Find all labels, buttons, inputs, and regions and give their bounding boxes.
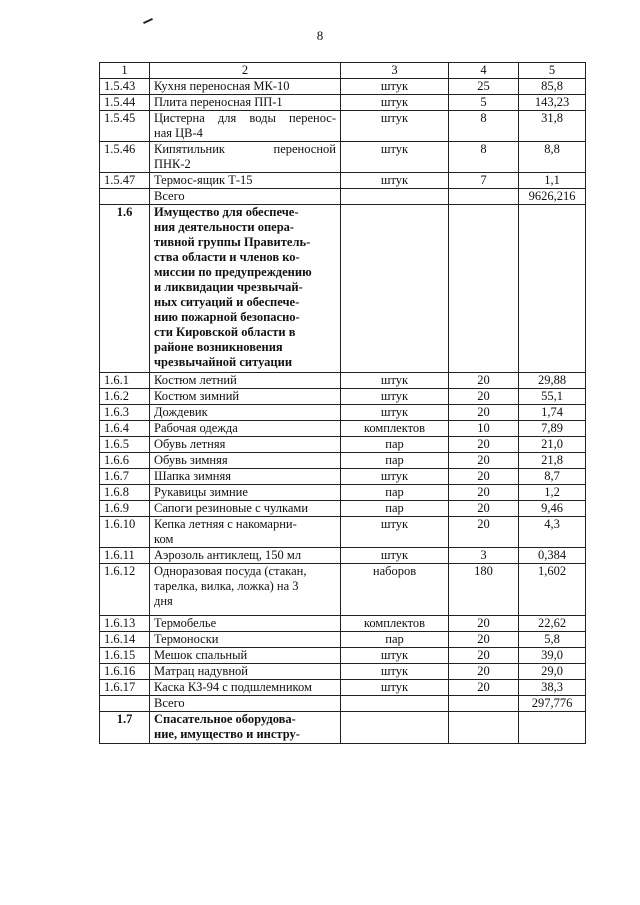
item-name bbox=[150, 517, 341, 548]
table-row bbox=[100, 632, 586, 648]
item-name: Аэрозоль антиклещ, 150 мл bbox=[150, 548, 341, 564]
table-row bbox=[100, 501, 586, 517]
item-name-line: Кипятильник переносной bbox=[154, 142, 336, 156]
table-row bbox=[100, 453, 586, 469]
item-name-line: Кепка летняя с накомарни- bbox=[154, 517, 297, 531]
header-row bbox=[100, 63, 586, 79]
item-name-line: сти Кировской области в bbox=[154, 325, 296, 339]
row-number: 1.6.4 bbox=[100, 421, 150, 437]
item-name: Рабочая одежда bbox=[150, 421, 341, 437]
unit-cell: комплектов bbox=[341, 616, 449, 632]
header-cell: 3 bbox=[341, 63, 449, 79]
item-name: Рукавицы зимние bbox=[150, 485, 341, 501]
row-number: 1.6.15 bbox=[100, 648, 150, 664]
item-name-line: и ликвидации чрезвычай- bbox=[154, 280, 303, 294]
value-cell: 9,46 bbox=[519, 501, 586, 517]
header-cell: 2 bbox=[150, 63, 341, 79]
quantity-cell: 20 bbox=[449, 517, 519, 548]
page-number: 8 bbox=[316, 28, 324, 43]
item-name: Костюм зимний bbox=[150, 389, 341, 405]
item-name-line: чрезвычайной ситуации bbox=[154, 355, 293, 369]
table-row bbox=[100, 142, 586, 173]
table-row bbox=[100, 189, 586, 205]
quantity-cell bbox=[449, 696, 519, 712]
unit-cell: пар bbox=[341, 485, 449, 501]
unit-cell: наборов bbox=[341, 564, 449, 616]
value-cell: 1,74 bbox=[519, 405, 586, 421]
value-cell: 38,3 bbox=[519, 680, 586, 696]
item-name-line: ства области и членов ко- bbox=[154, 250, 300, 264]
item-name-line: Спасательное оборудова- bbox=[154, 712, 296, 726]
row-number: 1.5.46 bbox=[100, 142, 150, 173]
row-number: 1.5.45 bbox=[100, 111, 150, 142]
item-name bbox=[150, 142, 341, 173]
quantity-cell: 20 bbox=[449, 405, 519, 421]
unit-cell: штук bbox=[341, 389, 449, 405]
value-cell: 22,62 bbox=[519, 616, 586, 632]
table-row bbox=[100, 469, 586, 485]
row-number: 1.5.47 bbox=[100, 173, 150, 189]
item-name: Матрац надувной bbox=[150, 664, 341, 680]
item-name-line: нию пожарной безопасно- bbox=[154, 310, 300, 324]
quantity-cell: 7 bbox=[449, 173, 519, 189]
item-name: Обувь летняя bbox=[150, 437, 341, 453]
row-number: 1.6.13 bbox=[100, 616, 150, 632]
table-row bbox=[100, 79, 586, 95]
table-row bbox=[100, 373, 586, 389]
unit-cell: штук bbox=[341, 95, 449, 111]
unit-cell: штук bbox=[341, 405, 449, 421]
row-number: 1.5.43 bbox=[100, 79, 150, 95]
quantity-cell: 20 bbox=[449, 616, 519, 632]
table-row bbox=[100, 564, 586, 616]
quantity-cell: 20 bbox=[449, 680, 519, 696]
row-number: 1.6.2 bbox=[100, 389, 150, 405]
value-cell: 4,3 bbox=[519, 517, 586, 548]
table-row bbox=[100, 517, 586, 548]
table-row bbox=[100, 680, 586, 696]
item-name: Термоноски bbox=[150, 632, 341, 648]
item-name-line: Одноразовая посуда (стакан, bbox=[154, 564, 307, 578]
item-name bbox=[150, 564, 341, 616]
item-name: Дождевик bbox=[150, 405, 341, 421]
row-number: 1.6.9 bbox=[100, 501, 150, 517]
table-row bbox=[100, 616, 586, 632]
row-number: 1.6.11 bbox=[100, 548, 150, 564]
item-name-line: ПНК-2 bbox=[154, 157, 191, 171]
value-cell: 39,0 bbox=[519, 648, 586, 664]
unit-cell bbox=[341, 189, 449, 205]
unit-cell bbox=[341, 696, 449, 712]
item-name: Кухня переносная МК-10 bbox=[150, 79, 341, 95]
row-number: 1.6.10 bbox=[100, 517, 150, 548]
row-number: 1.7 bbox=[100, 712, 150, 744]
item-name-line: ние, имущество и инстру- bbox=[154, 727, 300, 741]
quantity-cell: 20 bbox=[449, 648, 519, 664]
row-number: 1.6.7 bbox=[100, 469, 150, 485]
value-cell: 143,23 bbox=[519, 95, 586, 111]
unit-cell: штук bbox=[341, 648, 449, 664]
item-name: Каска КЗ-94 с подшлемником bbox=[150, 680, 341, 696]
unit-cell: пар bbox=[341, 437, 449, 453]
item-name-line: ния деятельности опера- bbox=[154, 220, 295, 234]
quantity-cell: 20 bbox=[449, 485, 519, 501]
value-cell: 1,1 bbox=[519, 173, 586, 189]
table-row bbox=[100, 712, 586, 744]
unit-cell: штук bbox=[341, 111, 449, 142]
item-name: Сапоги резиновые с чулками bbox=[150, 501, 341, 517]
quantity-cell: 20 bbox=[449, 437, 519, 453]
value-cell: 5,8 bbox=[519, 632, 586, 648]
item-name: Шапка зимняя bbox=[150, 469, 341, 485]
quantity-cell bbox=[449, 205, 519, 373]
row-number bbox=[100, 696, 150, 712]
table-row bbox=[100, 173, 586, 189]
item-name: Термобелье bbox=[150, 616, 341, 632]
value-cell: 29,0 bbox=[519, 664, 586, 680]
item-name-line: районе возникновения bbox=[154, 340, 283, 354]
quantity-cell bbox=[449, 712, 519, 744]
quantity-cell: 20 bbox=[449, 453, 519, 469]
quantity-cell: 20 bbox=[449, 632, 519, 648]
value-cell: 29,88 bbox=[519, 373, 586, 389]
table-row bbox=[100, 421, 586, 437]
pen-mark bbox=[143, 18, 153, 24]
row-number: 1.6.1 bbox=[100, 373, 150, 389]
row-number: 1.6.16 bbox=[100, 664, 150, 680]
unit-cell: штук bbox=[341, 142, 449, 173]
row-number: 1.5.44 bbox=[100, 95, 150, 111]
table-row bbox=[100, 389, 586, 405]
item-name-line: тивной группы Правитель- bbox=[154, 235, 311, 249]
table-row bbox=[100, 205, 586, 373]
quantity-cell: 20 bbox=[449, 501, 519, 517]
value-cell: 31,8 bbox=[519, 111, 586, 142]
table-row bbox=[100, 664, 586, 680]
unit-cell: штук bbox=[341, 664, 449, 680]
unit-cell: штук bbox=[341, 373, 449, 389]
quantity-cell: 8 bbox=[449, 111, 519, 142]
item-name: Термос-ящик Т-15 bbox=[150, 173, 341, 189]
value-cell: 9626,216 bbox=[519, 189, 586, 205]
header-cell: 4 bbox=[449, 63, 519, 79]
unit-cell: штук bbox=[341, 517, 449, 548]
item-name: Костюм летний bbox=[150, 373, 341, 389]
table-row bbox=[100, 95, 586, 111]
header-cell: 1 bbox=[100, 63, 150, 79]
item-name-line: Цистерна для воды перенос- bbox=[154, 111, 336, 125]
item-name-line: Имущество для обеспече- bbox=[154, 205, 299, 219]
table-row bbox=[100, 696, 586, 712]
item-name-line: ных ситуаций и обеспече- bbox=[154, 295, 300, 309]
quantity-cell: 20 bbox=[449, 373, 519, 389]
item-name bbox=[150, 111, 341, 142]
unit-cell: штук bbox=[341, 680, 449, 696]
value-cell: 21,0 bbox=[519, 437, 586, 453]
table-row bbox=[100, 405, 586, 421]
quantity-cell: 3 bbox=[449, 548, 519, 564]
row-number: 1.6.12 bbox=[100, 564, 150, 616]
table-row bbox=[100, 437, 586, 453]
row-number: 1.6 bbox=[100, 205, 150, 373]
value-cell: 297,776 bbox=[519, 696, 586, 712]
row-number: 1.6.17 bbox=[100, 680, 150, 696]
table-row bbox=[100, 648, 586, 664]
row-number bbox=[100, 189, 150, 205]
item-name bbox=[150, 205, 341, 373]
row-number: 1.6.5 bbox=[100, 437, 150, 453]
table-row bbox=[100, 485, 586, 501]
row-number: 1.6.6 bbox=[100, 453, 150, 469]
quantity-cell: 25 bbox=[449, 79, 519, 95]
quantity-cell: 5 bbox=[449, 95, 519, 111]
value-cell: 1,602 bbox=[519, 564, 586, 616]
item-name-line: ная ЦВ-4 bbox=[154, 126, 203, 140]
unit-cell bbox=[341, 205, 449, 373]
item-name-line: дня bbox=[154, 594, 173, 608]
item-name-line: миссии по предупреждению bbox=[154, 265, 312, 279]
item-name bbox=[150, 712, 341, 744]
item-name: Всего bbox=[150, 189, 341, 205]
value-cell: 1,2 bbox=[519, 485, 586, 501]
value-cell: 55,1 bbox=[519, 389, 586, 405]
value-cell bbox=[519, 712, 586, 744]
quantity-cell bbox=[449, 189, 519, 205]
unit-cell: пар bbox=[341, 501, 449, 517]
value-cell: 7,89 bbox=[519, 421, 586, 437]
quantity-cell: 8 bbox=[449, 142, 519, 173]
unit-cell: пар bbox=[341, 453, 449, 469]
item-name-line: ком bbox=[154, 532, 174, 546]
value-cell: 0,384 bbox=[519, 548, 586, 564]
row-number: 1.6.8 bbox=[100, 485, 150, 501]
unit-cell: комплектов bbox=[341, 421, 449, 437]
unit-cell bbox=[341, 712, 449, 744]
unit-cell: штук bbox=[341, 173, 449, 189]
quantity-cell: 180 bbox=[449, 564, 519, 616]
quantity-cell: 20 bbox=[449, 664, 519, 680]
value-cell: 21,8 bbox=[519, 453, 586, 469]
quantity-cell: 10 bbox=[449, 421, 519, 437]
unit-cell: штук bbox=[341, 548, 449, 564]
unit-cell: пар bbox=[341, 632, 449, 648]
item-name: Обувь зимняя bbox=[150, 453, 341, 469]
header-cell: 5 bbox=[519, 63, 586, 79]
row-number: 1.6.3 bbox=[100, 405, 150, 421]
value-cell bbox=[519, 205, 586, 373]
unit-cell: штук bbox=[341, 79, 449, 95]
row-number: 1.6.14 bbox=[100, 632, 150, 648]
item-name: Плита переносная ПП-1 bbox=[150, 95, 341, 111]
item-name-line: тарелка, вилка, ложка) на 3 bbox=[154, 579, 299, 593]
value-cell: 8,8 bbox=[519, 142, 586, 173]
table-row bbox=[100, 548, 586, 564]
item-name: Мешок спальный bbox=[150, 648, 341, 664]
item-name: Всего bbox=[150, 696, 341, 712]
quantity-cell: 20 bbox=[449, 469, 519, 485]
value-cell: 8,7 bbox=[519, 469, 586, 485]
unit-cell: штук bbox=[341, 469, 449, 485]
value-cell: 85,8 bbox=[519, 79, 586, 95]
inventory-table bbox=[99, 62, 586, 744]
table-row bbox=[100, 111, 586, 142]
quantity-cell: 20 bbox=[449, 389, 519, 405]
